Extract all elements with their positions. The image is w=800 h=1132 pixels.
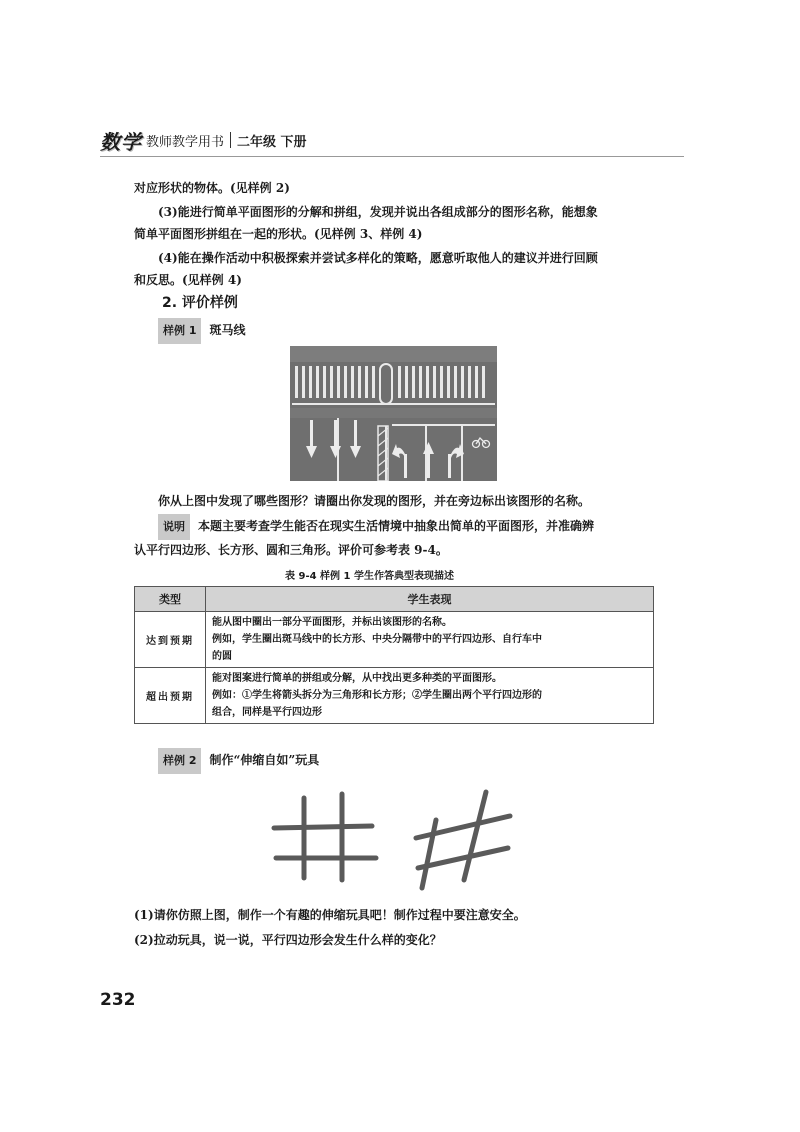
example2-question1: (1)请你仿照上图，制作一个有趣的伸缩玩具吧！制作过程中要注意安全。 xyxy=(134,908,526,922)
performance-table xyxy=(134,586,654,724)
example1-heading xyxy=(158,318,246,344)
note-line1: 本题主要考查学生能否在现实生活情境中抽象出简单的平面图形，并准确辨 xyxy=(198,519,595,533)
table-caption: 表 9-4 样例 1 学生作答典型表现描述 xyxy=(285,571,454,582)
performance-line: 例如：①学生将箭头拆分为三角形和长方形；②学生圈出两个平行四边形的 xyxy=(212,690,542,701)
performance-line: 能对图案进行简单的拼组或分解，从中找出更多种类的平面图形。 xyxy=(212,673,502,684)
crosswalk-photo xyxy=(290,346,497,481)
example2-question2: (2)拉动玩具，说一说，平行四边形会发生什么样的变化？ xyxy=(134,933,442,947)
subject-logo: 数学 xyxy=(100,129,142,154)
row-performance xyxy=(206,668,654,724)
running-header xyxy=(100,129,307,154)
row-type: 超出预期 xyxy=(135,668,206,724)
section-title: 2. 评价样例 xyxy=(162,295,238,311)
example2-tag: 样例 2 xyxy=(158,748,201,774)
table-header-row xyxy=(135,587,654,612)
header-separator xyxy=(230,132,231,148)
header-type: 类型 xyxy=(135,587,206,612)
example1-title: 斑马线 xyxy=(209,323,246,337)
table-row xyxy=(135,668,654,724)
page-number: 232 xyxy=(100,990,136,1010)
performance-line: 例如，学生圈出斑马线中的长方形、中央分隔带中的平行四边形、自行车中 xyxy=(212,634,542,645)
example1-tag: 样例 1 xyxy=(158,318,201,344)
paragraph-continuation: 对应形状的物体。(见样例 2) xyxy=(134,181,290,195)
row-type: 达到预期 xyxy=(135,612,206,668)
performance-line: 组合，同样是平行四边形 xyxy=(212,707,322,718)
header-performance: 学生表现 xyxy=(206,587,654,612)
paragraph-4-line1: (4)能在操作活动中积极探索并尝试多样化的策略，愿意听取他人的建议并进行回顾 xyxy=(158,251,598,265)
stick-toy-illustration xyxy=(268,780,528,892)
note-tag: 说明 xyxy=(158,514,190,540)
example1-note xyxy=(158,514,594,540)
example2-heading xyxy=(158,748,319,774)
paragraph-3-line2: 简单平面图形拼组在一起的形状。(见样例 3、样例 4) xyxy=(134,227,423,241)
book-title: 教师教学用书 xyxy=(146,134,225,150)
example1-question: 你从上图中发现了哪些图形？请圈出你发现的图形，并在旁边标出该图形的名称。 xyxy=(158,494,591,508)
row-performance xyxy=(206,612,654,668)
paragraph-4-line2: 和反思。(见样例 4) xyxy=(134,273,242,287)
note-line2: 认平行四边形、长方形、圆和三角形。评价可参考表 9-4。 xyxy=(134,543,448,557)
performance-line: 的圆 xyxy=(212,651,232,662)
table-row xyxy=(135,612,654,668)
paragraph-3-line1: (3)能进行简单平面图形的分解和拼组，发现并说出各组成部分的图形名称，能想象 xyxy=(158,205,598,219)
performance-line: 能从图中圈出一部分平面图形，并标出该图形的名称。 xyxy=(212,617,452,628)
example2-title: 制作“伸缩自如”玩具 xyxy=(209,753,320,767)
grade-label: 二年级 下册 xyxy=(237,134,307,150)
header-rule xyxy=(100,156,684,157)
